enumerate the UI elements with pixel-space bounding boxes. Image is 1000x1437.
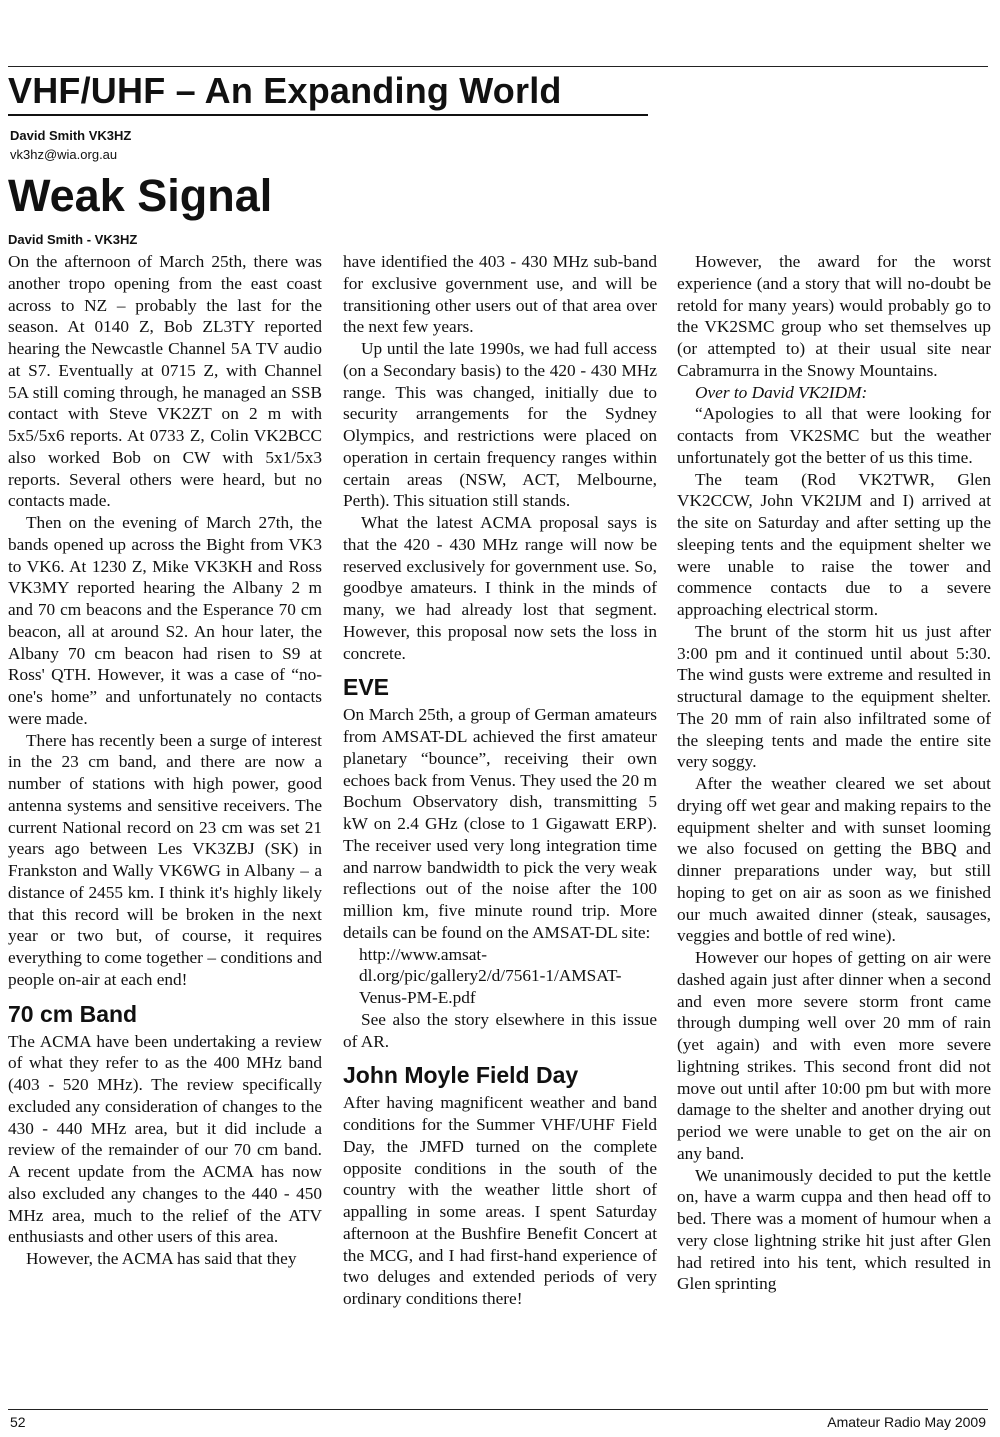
column-2	[343, 251, 657, 1401]
amsat-url[interactable]: http://www.amsat-dl.org/pic/gallery2/d/7561-1/AMSAT-Venus-PM-E.pdf	[359, 944, 622, 1007]
paragraph: “Apologies to all that were looking for contacts from VK2SMC but the weather unfortunately got the better of us this time.	[677, 404, 991, 467]
paragraph: On March 25th, a group of German amateurs from AMSAT-DL achieved the first amateur planetary “bounce”, receiving their own echoes back from Venus. They used the 20 m Bochum Observatory dish, transmitting 5 kW on 2.4 GHz (close to 1 Gigawatt ERP). The receiver used very long integration time and narrow bandwidth to pick the very weak reflections out of the noise after the 100 million km, five minute round trip. More details can be found on the AMSAT-DL site:	[343, 705, 657, 942]
column-author: David Smith VK3HZ	[10, 128, 132, 143]
paragraph: After the weather cleared we set about drying off wet gear and making repairs to the equipment shelter and with sunset looming we also focused on getting the BBQ and dinner preparations under way, but still hoping to get on air as soon as we finished our much awaited dinner (steak, sausages, veggies and bottle of red wine).	[677, 774, 991, 946]
page-number: 52	[10, 1414, 26, 1430]
section-heading-70cm: 70 cm Band	[8, 1000, 138, 1027]
article-title: Weak Signal	[8, 170, 273, 221]
paragraph: have identified the 403 - 430 MHz sub-band for exclusive government use, and will be transitioning other users out of that area over the next few years.	[343, 252, 657, 337]
paragraph: On the afternoon of March 25th, there was another tropo opening from the east coast across to NZ – probably the last for the season. At 0140 Z, Bob ZL3TY reported hearing the Newcastle Channel 5A TV audio at S7. Eventually at 0715 Z, with Channel 5A still coming through, he managed an SSB contact with Steve VK2ZT on 2 m with 5x5/5x6 reports. At 0733 Z, Colin VK2BCC also worked Bob on CW with 5x1/5x3 reports. Several others were heard, but no contacts made.	[8, 252, 322, 511]
author-email[interactable]: vk3hz@wia.org.au	[10, 147, 118, 162]
paragraph: However our hopes of getting on air were dashed again just after dinner when a second and even more severe storm front came through dumping well over 20 mm of rain (yet again) and with even more severe lightning strikes. This second front did not move out until after 10:00 pm but with more damage to the shelter and another drying out period we were unable to get on the air on any band.	[677, 948, 991, 1163]
footer-rule	[8, 1409, 988, 1410]
column-1	[8, 232, 322, 1401]
paragraph: Up until the late 1990s, we had full access (on a Secondary basis) to the 420 - 430 MHz range. This was changed, initially due to security arrangements for the Sydney Olympics, and restrictions were placed on operation in certain frequency ranges within certain areas (NSW, ACT, Melbourne, Perth). This situation still stands.	[343, 339, 657, 511]
paragraph: Over to David VK2IDM:	[695, 382, 868, 402]
column-title: VHF/UHF – An Expanding World	[8, 70, 648, 116]
paragraph: However, the ACMA has said that they	[26, 1249, 297, 1268]
article-author: David Smith - VK3HZ	[8, 232, 138, 247]
publication-info: Amateur Radio May 2009	[827, 1414, 986, 1430]
paragraph: There has recently been a surge of interest in the 23 cm band, and there are now a number of stations with high power, good antenna systems and sensitive receivers. The current National record on 23 cm was set 21 years ago between Les VK3ZBJ (SK) in Frankston and Wally VK6WG in Albany – a distance of 2455 km. I think it's highly likely that this record will be broken in the next year or two but, of course, it requires everything to come together – conditions and people on-air at each end!	[8, 730, 322, 989]
section-heading-eve: EVE	[343, 674, 390, 701]
paragraph: However, the award for the worst experience (and a story that will no-doubt be retold for many years) would probably go to the VK2SMC group who set themselves up (or attempted to) at their usual site near Cabramurra in the Snowy Mountains.	[677, 252, 991, 380]
paragraph: We unanimously decided to put the kettle on, have a warm cuppa and then head off to bed. There was a moment of humour when a very close lightning strike hit just after Glen had retired into his tent, which resulted in Glen sprinting	[677, 1165, 991, 1294]
paragraph: Then on the evening of March 27th, the bands opened up across the Bight from VK3 to VK6. At 1230 Z, Mike VK3KH and Ross VK3MY reported hearing the Albany 2 m and 70 cm beacons and the Esperance 70 cm beacon, all at around S2. An hour later, the Albany 70 cm beacon had risen to S9 at Ross' QTH. However, it was a case of “no-one's home” and unfortunately no contacts were made.	[8, 513, 322, 728]
paragraph: The brunt of the storm hit us just after 3:00 pm and it continued until about 5:30. The wind gusts were extreme and resulted in structural damage to the equipment shelter. The 20 mm of rain also infiltrated some of the sleeping tents and made the entire site very soggy.	[677, 621, 991, 772]
column-3	[677, 251, 991, 1401]
paragraph: After having magnificent weather and band conditions for the Summer VHF/UHF Field Day, the JMFD turned on the complete opposite conditions in the south of the country with the weather little short of appalling in some areas. I spent Saturday afternoon at the Bushfire Benefit Concert at the MCG, and I had first-hand experience of two deluges and extended periods of very ordinary conditions there!	[343, 1093, 657, 1308]
paragraph: See also the story elsewhere in this issue of AR.	[343, 1009, 657, 1051]
paragraph: The team (Rod VK2TWR, Glen VK2CCW, John VK2IJM and I) arrived at the site on Saturday and after setting up the sleeping tents and the equipment shelter we were unable to raise the tower and commence contacts due to a severe approaching electrical storm.	[677, 469, 991, 619]
paragraph: The ACMA have been undertaking a review of what they refer to as the 400 MHz band (403 - 520 MHz). The review specifically excluded any consideration of changes to the 430 - 440 MHz area, but it did include a review of the remainder of our 70 cm band. A recent update from the ACMA has now also excluded any changes to the 440 - 450 MHz area, much to the relief of the ATV enthusiasts and other users of this area.	[8, 1031, 322, 1247]
paragraph: What the latest ACMA proposal says is that the 420 - 430 MHz range will now be reserved exclusively for government use. So, goodbye amateurs. I think in the minds of many, we had already lost that segment. However, this proposal now sets the loss in concrete.	[343, 513, 657, 663]
top-rule	[8, 66, 988, 67]
section-heading-jmfd: John Moyle Field Day	[343, 1062, 579, 1089]
